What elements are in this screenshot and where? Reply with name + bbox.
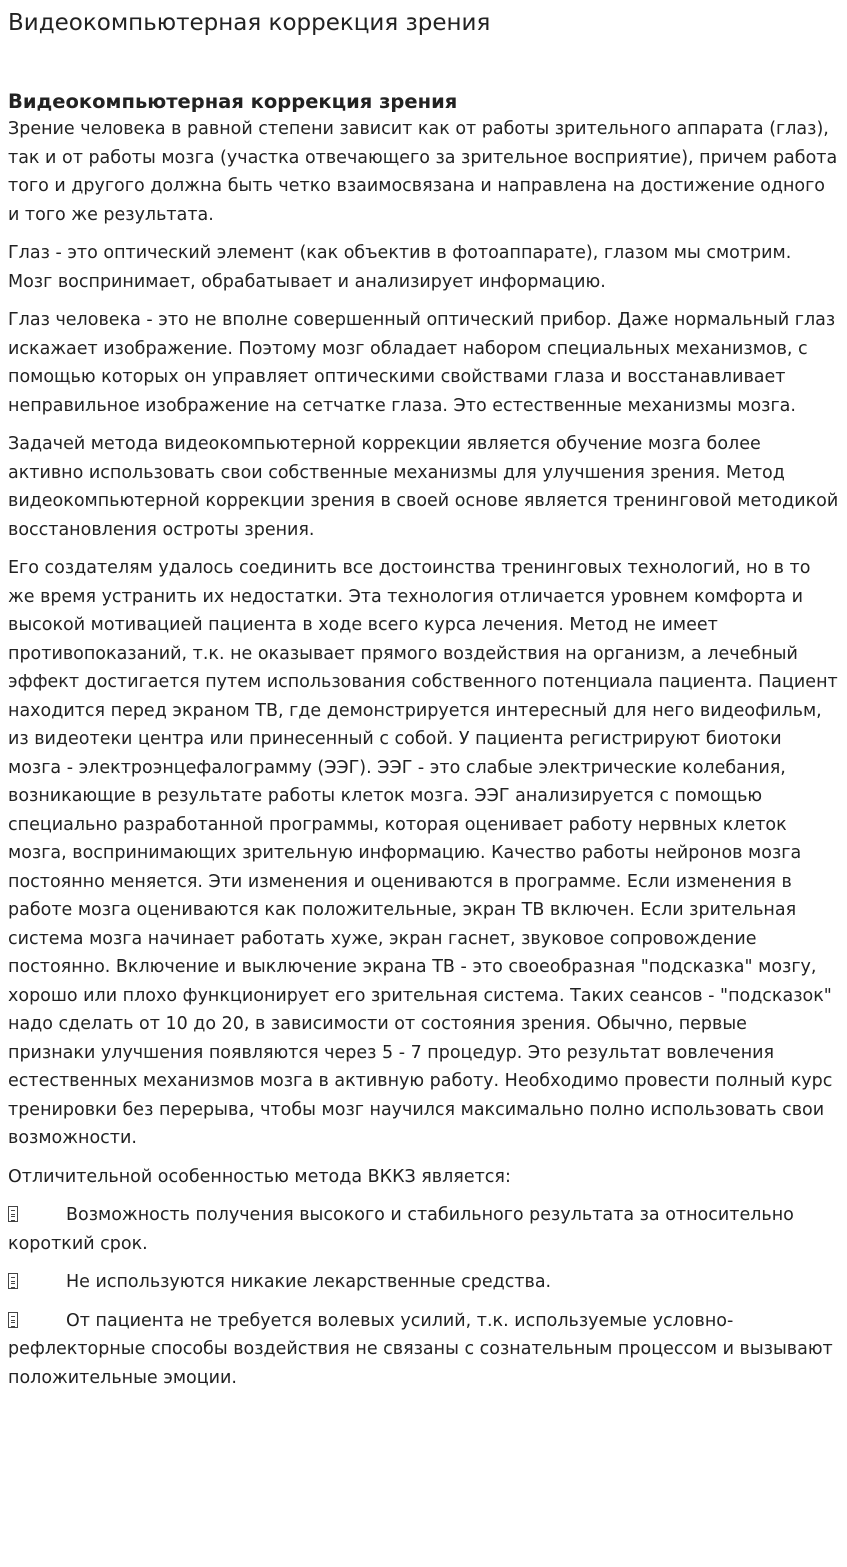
feature-item [8, 1307, 839, 1393]
article [8, 89, 839, 1392]
feature-text: Не используются никакие лекарственные средства. [66, 1272, 552, 1292]
feature-item [8, 1268, 839, 1297]
feature-text: От пациента не требуется волевых усилий, т.к. используемые условно-рефлекторные способы воздействия не связаны с сознательным процессом и вызывают положительные эмоции. [8, 1310, 833, 1388]
paragraph: Зрение человека в равной степени зависит как от работы зрительного аппарата (глаз), так и от работы мозга (участка отвечающего за зрительное восприятие), причем работа того и другого должна быть четко взаимосвязана и направлена на достижение одного и того же результата. [8, 119, 838, 225]
paragraph: Задачей метода видеокомпьютерной коррекции является обучение мозга более активно использовать свои собственные механизмы для улучшения зрения. Метод видеокомпьютерной коррекции зрения в своей основе является тренинговой методикой восстановления остроты зрения. [8, 434, 839, 540]
page-title: Видеокомпьютерная коррекция зрения [8, 10, 491, 36]
missing-glyph-icon [8, 1312, 18, 1328]
article-heading: Видеокомпьютерная коррекция зрения [8, 90, 458, 113]
missing-glyph-icon [8, 1206, 18, 1222]
feature-text: Возможность получения высокого и стабильного результата за относительно короткий срок. [8, 1205, 794, 1254]
features-intro: Отличительной особенностью метода ВККЗ является: [8, 1166, 511, 1187]
paragraph: Его создателям удалось соединить все достоинства тренинговых технологий, но в то же время устранить их недостатки. Эта технология отличается уровнем комфорта и высокой мотивацией пациента в ходе всего курса лечения. Метод не имеет противопоказаний, т.к. не оказывает прямого воздействия на организм, а лечебный эффект достигается путем использования собственного потенциала пациента. Пациент находится перед экраном ТВ, где демонстрируется интересный для него видеофильм, из видеотеки центра или принесенный с собой. У пациента регистрируют биотоки мозга - электроэнцефалограмму (ЭЭГ). ЭЭГ - это слабые электрические колебания, возникающие в результате работы клеток мозга. ЭЭГ анализируется с помощью специально разработанной программы, которая оценивает работу нервных клеток мозга, воспринимающих зрительную информацию. Качество работы нейронов мозга постоянно меняется. Эти изменения и оцениваются в программе. Если изменения в работе мозга оцениваются как положительные, экран ТВ включен. Если зрительная система мозга начинает работать хуже, экран гаснет, звуковое сопровождение постоянно. Включение и выключение экрана ТВ - это своеобразная "подсказка" мозгу, хорошо или плохо функционирует его зрительная система. Таких сеансов - "подсказок" надо сделать от 10 до 20, в зависимости от состояния зрения. Обычно, первые признаки улучшения появляются через 5 - 7 процедур. Это результат вовлечения естественных механизмов мозга в активную работу. Необходимо провести полный курс тренировки без перерыва, чтобы мозг научился максимально полно использовать свои возможности. [8, 558, 838, 1148]
paragraph: Глаз человека - это не вполне совершенный оптический прибор. Даже нормальный глаз искажает изображение. Поэтому мозг обладает набором специальных механизмов, с помощью которых он управляет оптическими свойствами глаза и восстанавливает неправильное изображение на сетчатке глаза. Это естественные механизмы мозга. [8, 310, 836, 416]
feature-item [8, 1201, 839, 1258]
paragraph: Глаз - это оптический элемент (как объектив в фотоаппарате), глазом мы смотрим. Мозг воспринимает, обрабатывает и анализирует информацию. [8, 243, 792, 292]
missing-glyph-icon [8, 1273, 18, 1289]
